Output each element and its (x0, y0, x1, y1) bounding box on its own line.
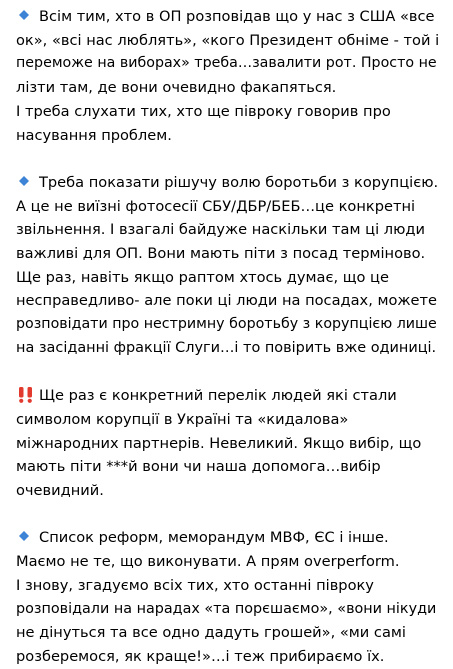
text-line: розберемося, як краще!»…і теж прибираємо їх. (16, 647, 385, 665)
text-line: А це не виїзні фотосесії СБУ/ДБР/БЕБ…це конкретні (16, 197, 416, 215)
text-line: Всім тим, хто в ОП розповідав що у нас з США «все (16, 5, 439, 29)
text-line: на засіданні фракції Слуги…і то повірить вже одиниці. (16, 339, 437, 356)
small-blue-diamond-icon (19, 10, 29, 20)
text-line: Список реформ, меморандум МВФ, ЄС і інше. (16, 526, 439, 550)
text-line: Маємо не те, що виконувати. А прям overperform. (16, 553, 400, 571)
double-exclamation-icon (17, 387, 35, 403)
text-line: Ще раз, навіть якщо раптом хтось думає, що це (16, 268, 389, 286)
text-line: переможе на виборах» треба…завалити рот. Просто не (16, 55, 437, 72)
text-line: лізти там, де вони очевидно факапяться. (16, 79, 337, 97)
paragraph (16, 526, 439, 668)
text-line: І треба слухати тих, хто ще півроку говорив про (16, 102, 391, 120)
text-line: Треба показати рішучу волю боротьби з корупцією. (16, 171, 439, 195)
text-line: не дінуться та все одно дадуть грошей», «ми самі (16, 624, 406, 642)
text-line: розповідати про нестримну боротьбу з корупцією лише (16, 316, 437, 333)
text-line: символом корупції в Україні та «кидалова» (16, 410, 349, 428)
small-blue-diamond-icon (19, 531, 29, 541)
text-line: насування проблем. (16, 126, 172, 144)
text-line: важливі для ОП. Вони мають піти з посад терміново. (16, 245, 426, 263)
text-line: несправедливо- але поки ці люди на посадах, можете (16, 292, 438, 310)
paragraph (16, 171, 439, 361)
text-line: міжнародних партнерів. Невеликий. Якщо вибір, що (16, 434, 422, 452)
paragraph (16, 384, 439, 503)
paragraph (16, 5, 439, 147)
text-line: очевидний. (16, 482, 104, 500)
text-line: Ще раз є конкретний перелік людей які стали (16, 384, 439, 408)
text-line: звільнення. І взагалі байдуже наскільки там ці люди (16, 221, 425, 239)
text-line: І знову, згадуємо всіх тих, хто останні півроку (16, 576, 374, 594)
text-line: ок», «всі нас люблять», «кого Президент обніме - той і (16, 31, 440, 49)
text-line: розповідали на нарадах «та порєшаємо», «вони нікуди (16, 600, 437, 617)
text-line: мають піти ***й вони чи наша допомога…вибір (16, 458, 381, 476)
small-blue-diamond-icon (19, 176, 29, 186)
